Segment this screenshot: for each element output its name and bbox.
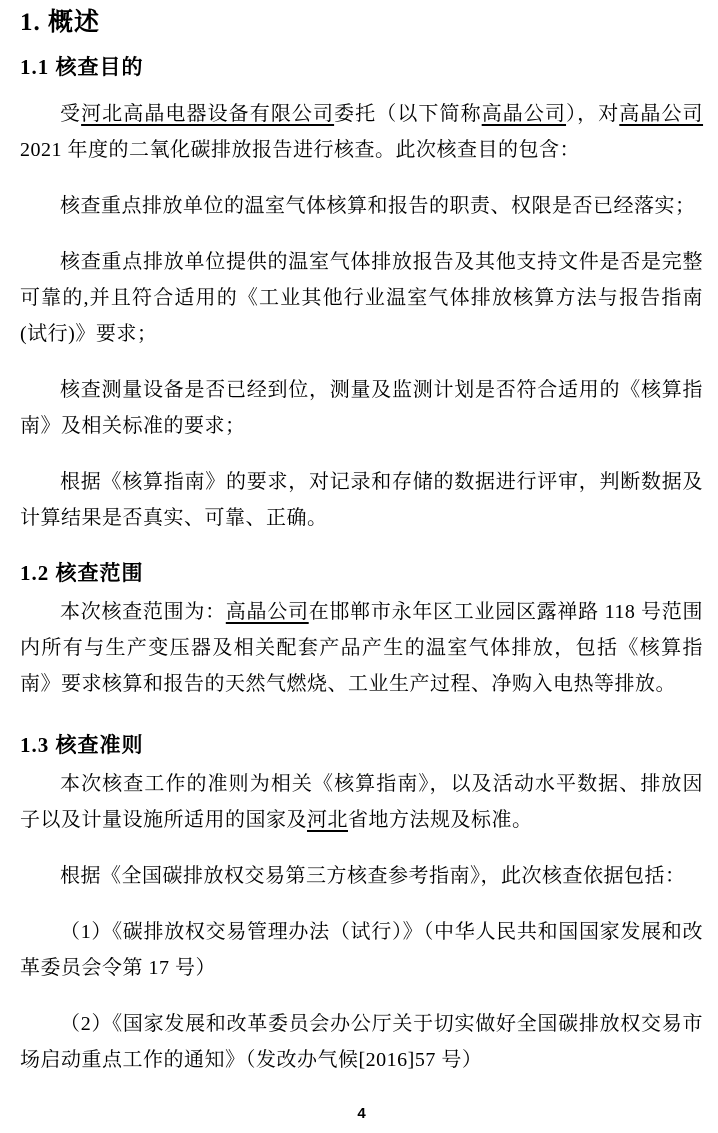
paragraph-criteria-intro bbox=[20, 766, 703, 838]
paragraph-purpose-intro bbox=[20, 96, 703, 168]
underlined-text: 河北 bbox=[307, 809, 348, 831]
text-run: 核查重点排放单位的温室气体核算和报告的职责、权限是否已经落实； bbox=[60, 195, 696, 217]
underlined-text: 高晶公司 bbox=[225, 601, 309, 623]
paragraph-reference-1 bbox=[20, 914, 703, 986]
text-run: 核查重点排放单位提供的温室气体排放报告及其他支持文件是否是完整可靠的,并且符合适用的《工业其他行业温室气体排放核算方法与报告指南(试行)》要求； bbox=[20, 251, 703, 345]
text-run: 省地方法规及标准。 bbox=[348, 809, 533, 831]
paragraph-criteria-basis bbox=[20, 858, 703, 894]
text-run: 核查测量设备是否已经到位，测量及监测计划是否符合适用的《核算指南》及相关标准的要求； bbox=[20, 379, 703, 437]
paragraph-purpose-item-3 bbox=[20, 372, 703, 444]
text-run: （2）《国家发展和改革委员会办公厅关于切实做好全国碳排放权交易市场启动重点工作的通知》（发改办气候[2016]57 号） bbox=[20, 1013, 703, 1071]
paragraph-purpose-item-4 bbox=[20, 464, 703, 536]
text-run: 根据《核算指南》的要求，对记录和存储的数据进行评审，判断数据及计算结果是否真实、可靠、正确。 bbox=[20, 471, 703, 529]
underlined-text: 高晶公司 bbox=[481, 103, 567, 125]
subsection-heading-1-3: 1.3 核查准则 bbox=[20, 733, 144, 757]
paragraph-reference-2 bbox=[20, 1006, 703, 1078]
paragraph-purpose-item-2 bbox=[20, 244, 703, 352]
page-number: 4 bbox=[357, 1105, 366, 1122]
text-run: 2021 年度的二氧化碳排放报告进行核查。此次核查目的包含： bbox=[20, 139, 580, 161]
subsection-heading-1-2: 1.2 核查范围 bbox=[20, 561, 144, 585]
paragraph-purpose-item-1 bbox=[20, 188, 703, 224]
text-run: ），对 bbox=[566, 103, 620, 125]
text-run: 在邯郸市永年区工业园区露禅路 118 号范围内所有与生产变压器及相关配套产品产生的温室气体排放，包括《核算指南》要求核算和报告的天然气燃烧、工业生产过程、净购入电热等排放。 bbox=[20, 601, 704, 695]
text-run: （1）《碳排放权交易管理办法（试行）》（中华人民共和国国家发展和改革委员会令第 17 号） bbox=[20, 921, 703, 979]
text-run: 本次核查工作的准则为相关《核算指南》，以及活动水平数据、排放因子以及计量设施所适用的国家及 bbox=[20, 773, 703, 831]
underlined-text: 高晶公司 bbox=[619, 103, 704, 125]
text-run: 受 bbox=[60, 103, 82, 125]
chapter-heading: 1. 概述 bbox=[20, 9, 101, 36]
paragraph-scope bbox=[20, 594, 703, 702]
underlined-text: 河北高晶电器设备有限公司 bbox=[81, 103, 335, 125]
text-run: 根据《全国碳排放权交易第三方核查参考指南》，此次核查依据包括： bbox=[60, 865, 686, 887]
text-run: 委托（以下简称 bbox=[334, 103, 482, 125]
text-run: 本次核查范围为： bbox=[60, 601, 226, 623]
subsection-heading-1-1: 1.1 核查目的 bbox=[20, 55, 144, 79]
